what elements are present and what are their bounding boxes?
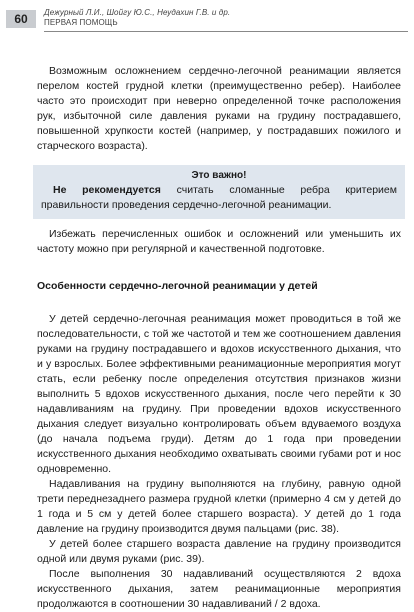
header-rule — [44, 31, 408, 32]
paragraph: После выполнения 30 надавливаний осуществляются 2 вдоха искусственного дыхания, затем реанимационные мероприятия продолжаются в соотношении 30 надавливаний / 2 вдоха. — [37, 568, 401, 610]
paragraph: У детей более старшего возраста давление на грудину производится одной или двумя руками (рис. 39). — [37, 538, 401, 565]
authors: Дежурный Л.И., Шойгу Ю.С., Неудахин Г.В. и др. — [44, 8, 231, 17]
running-head — [44, 8, 230, 28]
page-header — [0, 0, 414, 44]
callout-body: считать сломанные ребра критерием правильности проведения сердечно-легочной реанимации. — [41, 184, 397, 211]
paragraph: Надавливания на грудину выполняются на глубину, равную одной трети переднезаднего размера грудной клетки (примерно 4 см у детей до 1 года и 5 см у детей более старшего возраста). У детей до 1 года давление на грудину производится двумя пальцами (рис. 38). — [37, 478, 401, 535]
paragraph: Избежать перечисленных ошибок и осложнений или уменьшить их частоту можно при регулярной и качественной подготовке. — [37, 228, 401, 255]
section-title: Особенности сердечно-легочной реанимации у детей — [37, 280, 318, 292]
callout-title: Это важно! — [191, 170, 247, 181]
page-number: 60 — [6, 10, 36, 28]
paragraph: У детей сердечно-легочная реанимация может проводиться в той же последовательности, с той же частотой и тем же соотношением давления руками на грудину пострадавшего и вдохов искусственного дыхания, что и у взрослых. Более эффективными реанимационные мероприятия могут стать, если ребенку после определения отсутствия признаков жизни выполнить 5 вдохов искусственного дыхания, после чего перейти к 30 надавливаниям на грудину. При проведении вдохов искусственного дыхания следует визуально контролировать объем вдуваемого воздуха (до начала подъема груди). Детям до 1 года при проведении искусственного дыхания необходимо охватывать своими губами рот и нос одновременно. — [37, 313, 401, 475]
paragraph: Возможным осложнением сердечно-легочной реанимации является перелом костей грудной клетки (преимущественно ребер). Наиболее часто это происходит при неверно определенной точке расположения рук, избыточной силе давления руками на грудину пострадавшего, повышенной хрупкости костей (например, у пострадавших пожилого и старческого возраста). — [37, 65, 401, 152]
callout-text — [41, 183, 397, 213]
section-body — [37, 312, 401, 612]
page-body — [37, 64, 401, 612]
callout-emphasis: Не рекомендуется — [53, 184, 161, 196]
book-title: ПЕРВАЯ ПОМОЩЬ — [44, 18, 118, 27]
important-callout — [33, 165, 405, 219]
